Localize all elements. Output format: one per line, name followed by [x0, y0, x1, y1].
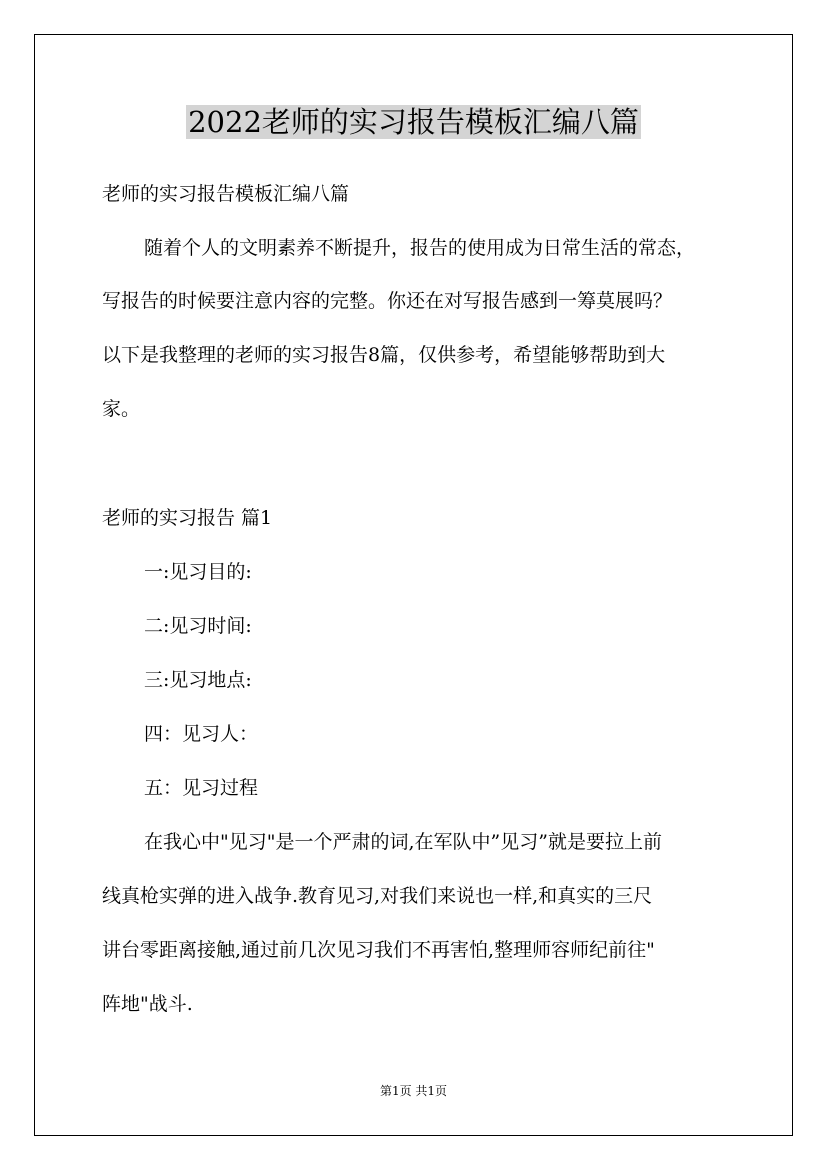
document-title [0, 100, 827, 144]
title-text: 2022老师的实习报告模板汇编八篇 [188, 105, 639, 139]
outline-item-2: 二:见习时间: [144, 615, 252, 637]
outline-item-5: 五：见习过程 [144, 777, 259, 799]
body-line-3: 讲台零距离接触,通过前几次见习我们不再害怕,整理师容师纪前往" [102, 939, 655, 961]
intro-line-2: 写报告的时候要注意内容的完整。你还在对写报告感到一筹莫展吗？ [102, 290, 673, 312]
intro-line-1: 随着个人的文明素养不断提升，报告的使用成为日常生活的常态， [144, 237, 696, 259]
body-line-2: 线真枪实弹的进入战争.教育见习,对我们来说也一样,和真实的三尺 [102, 885, 653, 907]
section-heading: 老师的实习报告 篇1 [102, 507, 273, 529]
body-line-4: 阵地"战斗. [102, 993, 193, 1015]
body-line-1: 在我心中"见习"是一个严肃的词,在军队中”见习”就是要拉上前 [144, 831, 662, 853]
subtitle: 老师的实习报告模板汇编八篇 [102, 183, 350, 205]
outline-item-3: 三:见习地点: [144, 669, 252, 691]
outline-item-4: 四：见习人： [144, 723, 259, 745]
page-footer: 第1页 共1页 [379, 1084, 448, 1098]
intro-line-4: 家。 [102, 398, 141, 420]
intro-line-3: 以下是我整理的老师的实习报告8篇，仅供参考，希望能够帮助到大 [102, 344, 666, 366]
outline-item-1: 一:见习目的: [144, 561, 252, 583]
